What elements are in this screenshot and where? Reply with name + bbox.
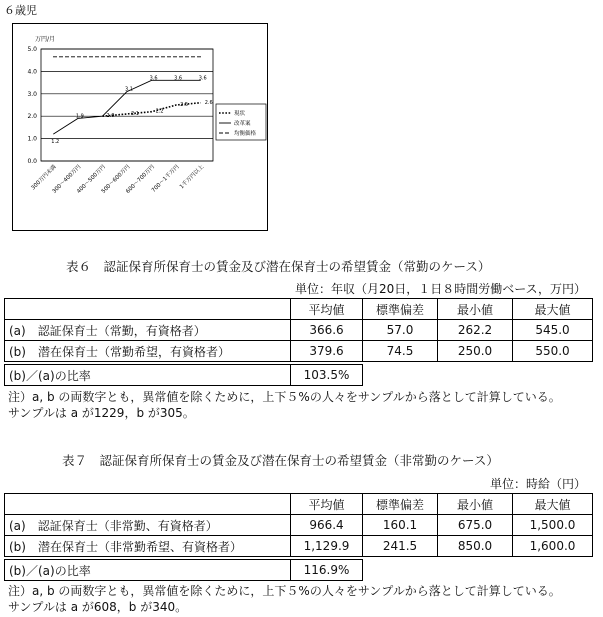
cell-sd: 74.5 (363, 341, 438, 362)
ratio-row (5, 365, 363, 386)
cell-sd: 160.1 (363, 515, 438, 536)
row-label: (a) 認証保育士（非常勤、有資格者） (5, 515, 291, 536)
page-top-label: ６歳児 (4, 4, 37, 17)
data-label: 2.2 (155, 108, 164, 115)
cell-min: 250.0 (438, 341, 513, 362)
data-label: 3.6 (174, 75, 183, 82)
cell-min: 675.0 (438, 515, 513, 536)
header-cell: 平均値 (291, 299, 363, 320)
cell-sd: 241.5 (363, 536, 438, 557)
y-tick-label: 1.0 (27, 135, 37, 143)
row-label: (b) 潜在保育士（常勤希望，有資格者） (5, 341, 291, 362)
table-header-row (5, 494, 593, 515)
table-row (5, 536, 593, 557)
line-chart (13, 24, 269, 232)
table7-ratio (4, 559, 363, 581)
ratio-value: 116.9% (291, 560, 363, 581)
ratio-label: (b)／(a)の比率 (5, 365, 291, 386)
cell-max: 545.0 (513, 320, 593, 341)
data-label: 2.6 (204, 99, 213, 106)
table7 (4, 493, 593, 557)
cell-min: 850.0 (438, 536, 513, 557)
cell-min: 262.2 (438, 320, 513, 341)
y-tick-label: 4.0 (27, 68, 37, 76)
row-label: (a) 認証保育士（常勤，有資格者） (5, 320, 291, 341)
data-label: 1.9 (75, 113, 84, 120)
cell-mean: 1,129.9 (291, 536, 363, 557)
data-label: 2.0 (106, 113, 115, 120)
y-tick-label: 2.0 (27, 113, 37, 121)
ratio-row (5, 560, 363, 581)
table6-caption: 表６ 認証保育所保育士の賃金及び潜在保育士の希望賃金（常勤のケース） (66, 259, 491, 274)
table-header-row (5, 299, 593, 320)
cell-max: 1,500.0 (513, 515, 593, 536)
table7-unit: 単位：時給（円） (489, 477, 586, 491)
data-label: 3.6 (198, 75, 207, 82)
data-label: 2.5 (180, 102, 189, 108)
x-tick-label: 500〜600万円 (100, 164, 132, 195)
x-tick-label: 300万円未満 (30, 164, 58, 192)
x-tick-label: 700〜1千万円 (150, 164, 181, 194)
header-cell: 最小値 (438, 494, 513, 515)
table-row (5, 515, 593, 536)
legend-entry: 改革案 (234, 121, 251, 127)
table7-note-line1: 注）a, b の両数字とも，異常値を除くために，上下５%の人々をサンプルから落として計算している。 (8, 584, 561, 598)
row-label: (b) 潜在保育士（非常勤希望、有資格者） (5, 536, 291, 557)
table7-note-line2: サンプルは a が608，b が340。 (8, 600, 188, 614)
ratio-value: 103.5% (291, 365, 363, 386)
header-cell: 最大値 (513, 299, 593, 320)
cell-max: 1,600.0 (513, 536, 593, 557)
table-row (5, 341, 593, 362)
header-cell: 標準偏差 (363, 299, 438, 320)
x-tick-label: 1千万円以上 (178, 164, 206, 191)
cell-sd: 57.0 (363, 320, 438, 341)
cell-mean: 379.6 (291, 341, 363, 362)
header-cell: 最大値 (513, 494, 593, 515)
y-tick-label: 5.0 (27, 46, 37, 53)
cell-max: 550.0 (513, 341, 593, 362)
table6-unit: 単位：年収（月20日，１日８時間労働ベース，万円） (294, 282, 586, 296)
ratio-label: (b)／(a)の比率 (5, 560, 291, 581)
x-tick-label: 600〜700万円 (125, 164, 156, 195)
legend-entry: 均衡価格 (234, 131, 257, 137)
chart-frame (12, 23, 268, 231)
x-tick-label: 300〜400万円 (51, 164, 83, 195)
cell-mean: 966.4 (291, 515, 363, 536)
data-label: 3.6 (149, 75, 158, 82)
header-cell: 標準偏差 (363, 494, 438, 515)
header-cell: 最小値 (438, 299, 513, 320)
y-tick-label: 0.0 (27, 158, 37, 165)
header-cell: 平均値 (291, 494, 363, 515)
y-axis-label: 万円/月 (35, 36, 56, 43)
legend-entry: 現状 (234, 111, 246, 117)
header-cell (5, 299, 291, 320)
x-tick-label: 400〜500万円 (76, 164, 107, 195)
table6 (4, 298, 593, 362)
cell-mean: 366.6 (291, 320, 363, 341)
y-tick-label: 3.0 (27, 90, 37, 98)
table7-caption: 表７ 認証保育所保育士の賃金及び潜在保育士の希望賃金（非常勤のケース） (62, 453, 499, 468)
table6-note-line2: サンプルは a が1229，b が305。 (8, 406, 195, 420)
table-row (5, 320, 593, 341)
table6-ratio (4, 364, 363, 386)
data-label: 3.1 (125, 86, 133, 93)
table6-note-line1: 注）a, b の両数字とも，異常値を除くために，上下５%の人々をサンプルから落として計算している。 (8, 390, 561, 404)
data-label: 2.1 (131, 110, 139, 117)
data-label: 1.2 (51, 139, 60, 146)
header-cell (5, 494, 291, 515)
